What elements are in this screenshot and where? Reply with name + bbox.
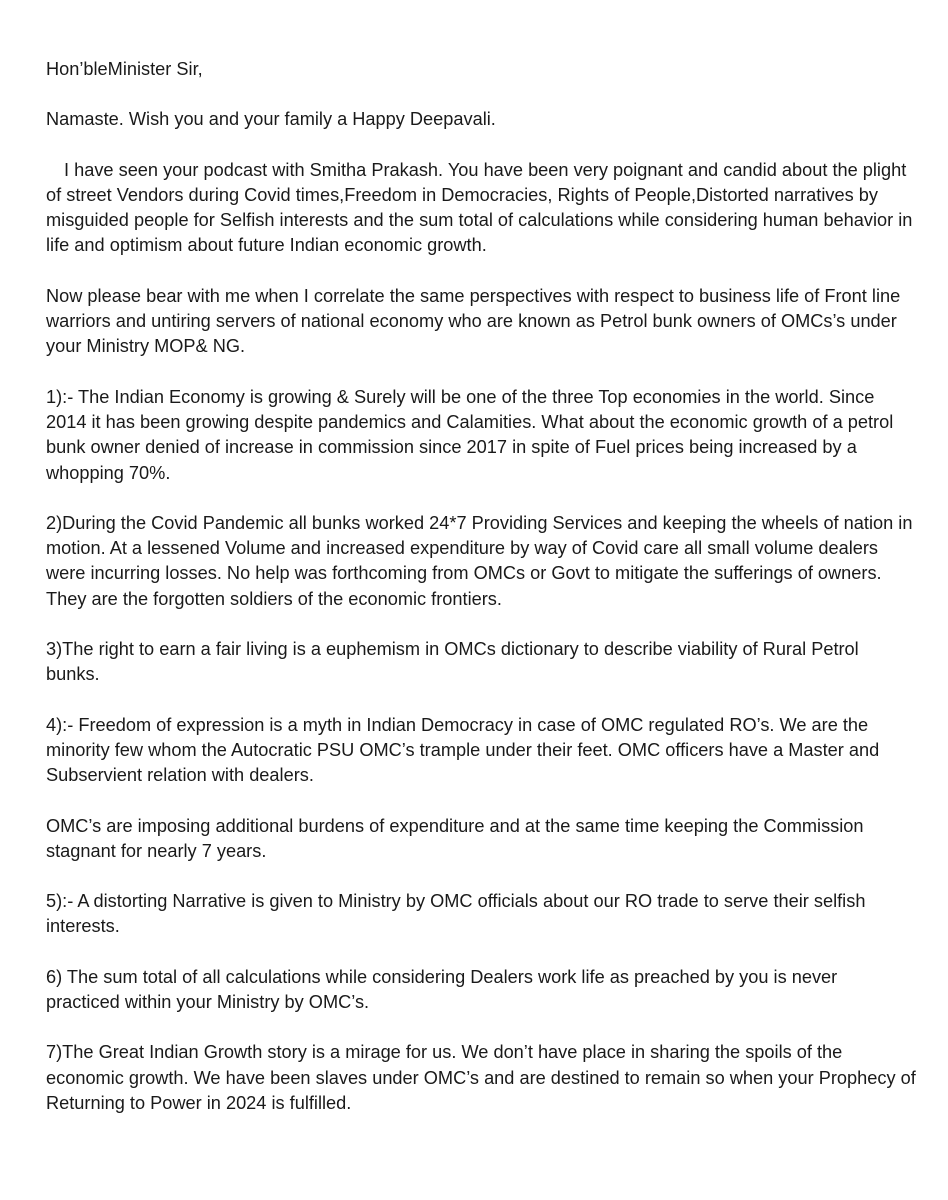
point-1: 1):- The Indian Economy is growing & Surely will be one of the three Top economies in the world. Since 2014 it has been growing despite pandemics and Calamities. What about the economic growth of a petrol bunk owner denied of increase in commission since 2017 in spite of Fuel prices being increased by a whopping 70%. — [46, 386, 894, 483]
intro-paragraph: I have seen your podcast with Smitha Prakash. You have been very poignant and candid about the plight of street Vendors during Covid times,Freedom in Democracies, Rights of People,Distorted narratives by misguided people for Selfish interests and the sum total of calculations while considering human behavior in life and optimism about future Indian economic growth. — [46, 159, 913, 256]
point-5: 5):- A distorting Narrative is given to Ministry by OMC officials about our RO trade to serve their selfish interests. — [46, 891, 866, 937]
point-2: 2)During the Covid Pandemic all bunks worked 24*7 Providing Services and keeping the wheels of nation in motion. At a lessened Volume and increased expenditure by way of Covid care all small volume dealers were incurring losses. No help was forthcoming from OMCs or Govt to mitigate the sufferings of owners. They are the forgotten soldiers of the economic frontiers. — [46, 512, 913, 609]
point-6: 6) The sum total of all calculations while considering Dealers work life as preached by you is never practiced within your Ministry by OMC’s. — [46, 966, 838, 1013]
context-paragraph: Now please bear with me when I correlate the same perspectives with respect to business life of Front line warriors and untiring servers of national economy who are known as Petrol bunk owners of OMCs’s under your Ministry MOP& NG. — [46, 285, 901, 357]
point-4: 4):- Freedom of expression is a myth in Indian Democracy in case of OMC regulated RO’s. We are the minority few whom the Autocratic PSU OMC’s trample under their feet. OMC officers have a Master and Subservient relation with dealers. — [46, 714, 880, 786]
point-7: 7)The Great Indian Growth story is a mirage for us. We don’t have place in sharing the spoils of the economic growth. We have been slaves under OMC’s and are destined to remain so when your Prophecy of Returning to Power in 2024 is fulfilled. — [46, 1042, 916, 1113]
letter-body — [46, 57, 916, 1116]
greeting: Namaste. Wish you and your family a Happy Deepavali. — [46, 109, 496, 130]
point-4-continued: OMC’s are imposing additional burdens of expenditure and at the same time keeping the Commission stagnant for nearly 7 years. — [46, 815, 864, 861]
salutation: Hon’bleMinister Sir, — [46, 59, 203, 79]
point-3: 3)The right to earn a fair living is a euphemism in OMCs dictionary to describe viability of Rural Petrol bunks. — [46, 639, 859, 685]
